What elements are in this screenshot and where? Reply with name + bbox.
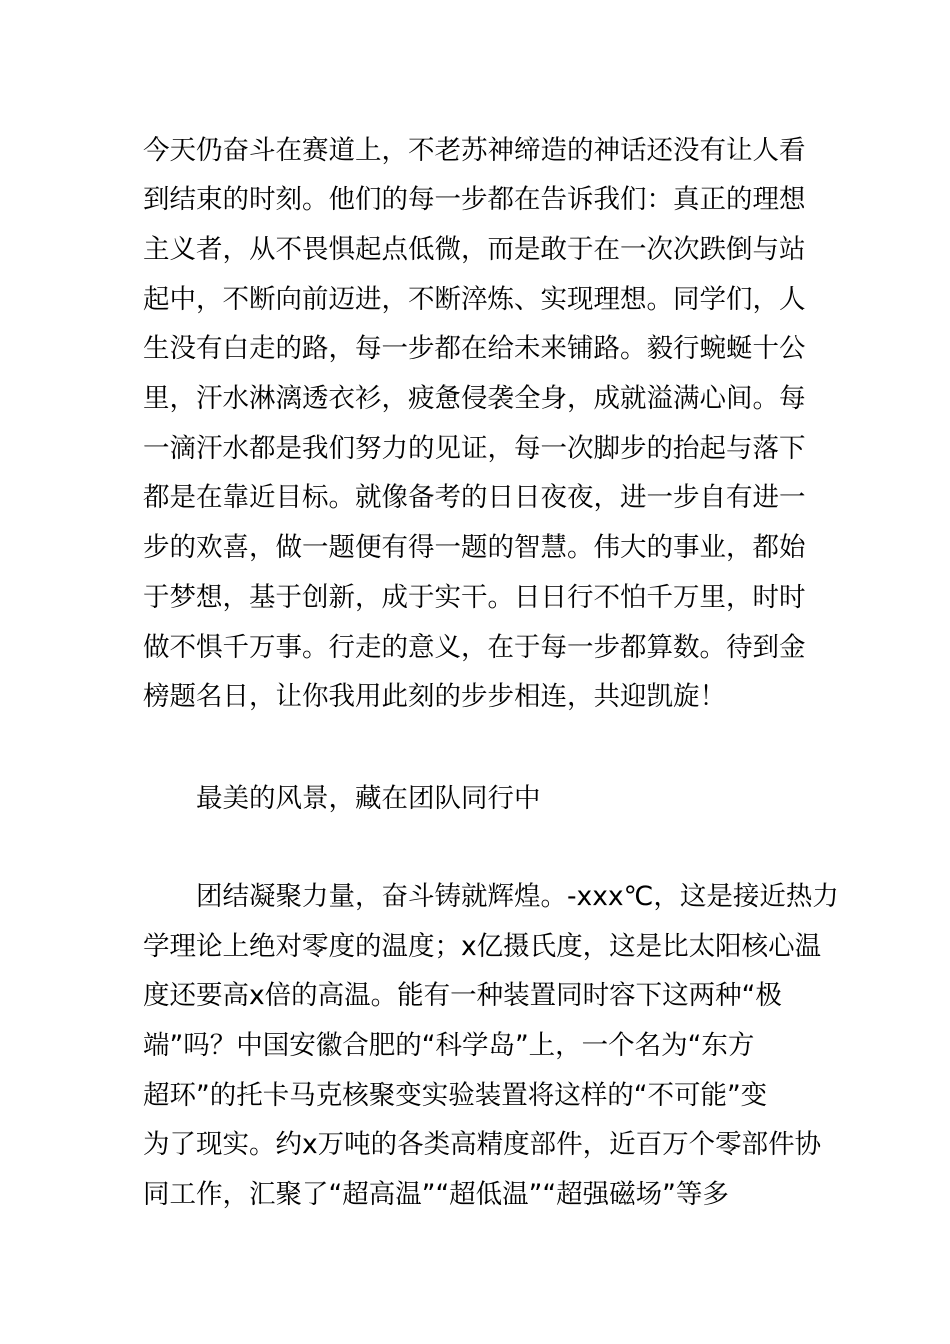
paragraph-line: 主义者，从不畏惧起点低微，而是敢于在一次次跌倒与站	[143, 234, 806, 265]
paragraph-line: 同工作，汇聚了“超高温”“超低温”“超强磁场”等多	[143, 1179, 729, 1210]
paragraph-line: 里，汗水淋漓透衣衫，疲惫侵袭全身，成就溢满心间。每	[143, 383, 806, 414]
paragraph-line: 一滴汗水都是我们努力的见证，每一次脚步的抬起与落下	[143, 433, 806, 464]
paragraph-line: 到结束的时刻。他们的每一步都在告诉我们：真正的理想	[143, 184, 806, 215]
paragraph-line: 端”吗？中国安徽合肥的“科学岛”上，一个名为“东方	[143, 1030, 755, 1061]
paragraph-line: 生没有白走的路，每一步都在给未来铺路。毅行蜿蜒十公	[143, 333, 806, 364]
paragraph-line: 做不惧千万事。行走的意义，在于每一步都算数。待到金	[143, 632, 806, 663]
paragraph-line: 为了现实。约x万吨的各类高精度部件，近百万个零部件协	[143, 1129, 822, 1160]
paragraph-line: 于梦想，基于创新，成于实干。日日行不怕千万里，时时	[143, 582, 806, 613]
paragraph-line: 起中，不断向前迈进，不断淬炼、实现理想。同学们，人	[143, 284, 806, 315]
paragraph-line: 榜题名日，让你我用此刻的步步相连，共迎凯旋！	[143, 681, 726, 712]
paragraph-line: 步的欢喜，做一题便有得一题的智慧。伟大的事业，都始	[143, 532, 806, 563]
paragraph-line: 今天仍奋斗在赛道上，不老苏神缔造的神话还没有让人看	[143, 135, 806, 166]
paragraph-line: 度还要高x倍的高温。能有一种装置同时容下这两种“极	[143, 980, 782, 1011]
paragraph-line: 超环”的托卡马克核聚变实验装置将这样的“不可能”变	[143, 1080, 768, 1111]
section-heading: 最美的风景，藏在团队同行中	[196, 783, 541, 814]
paragraph-line: 都是在靠近目标。就像备考的日日夜夜，进一步自有进一	[143, 482, 806, 513]
paragraph-line: 团结凝聚力量，奋斗铸就辉煌。-xxx℃，这是接近热力	[196, 881, 839, 912]
paragraph-line: 学理论上绝对零度的温度；x亿摄氏度，这是比太阳核心温	[143, 931, 822, 962]
